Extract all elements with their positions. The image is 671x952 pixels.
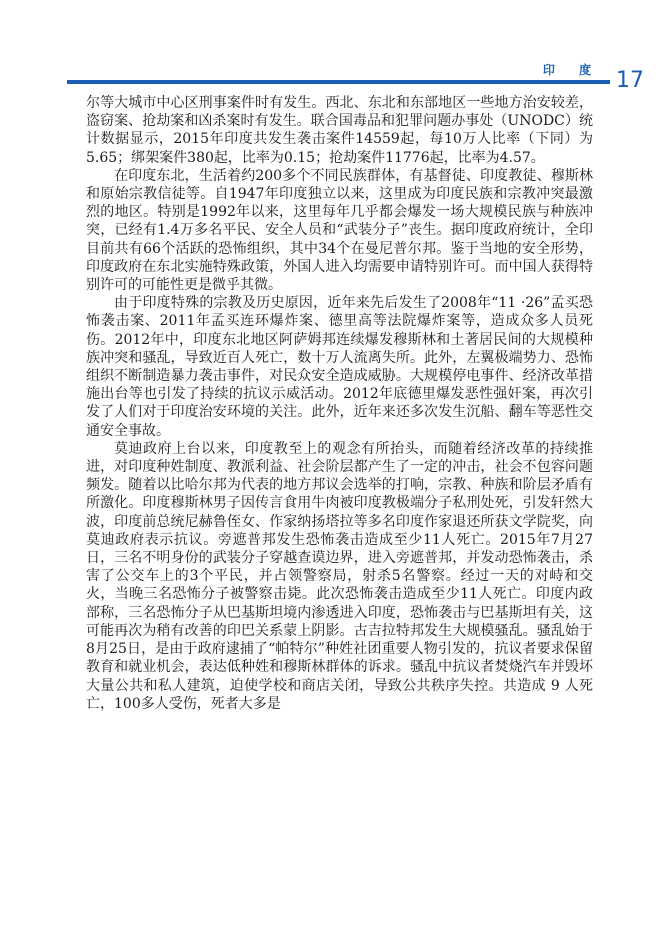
paragraph-4: 莫迪政府上台以来，印度教至上的观念有所抬头，而随着经济改革的持续推进，对印度种姓制度、教派利益、社会阶层都产生了一定的冲击，社会不包容问题频发。随着以比哈尔邦为代表的地方邦议会选举的打响，宗教、种族和阶层矛盾有所激化。印度穆斯林男子因传言食用牛肉被印度教极端分子私刑处死，引发轩然大波，印度前总统尼赫鲁侄女、作家纳扬塔拉等多名印度作家退还所获文学院奖，向莫迪政府表示抗议。旁遮普邦发生恐怖袭击造成至少11人死亡。2015年7月27日，三名不明身份的武装分子穿越查谟边界，进入旁遮普邦，并发动恐怖袭击，杀害了公交车上的3个平民，并占领警察局，射杀5名警察。经过一天的对峙和交火，当晚三名恐怖分子被警察击毙。此次恐怖袭击造成至少11人死亡。印度内政部称，三名恐怖分子从巴基斯坦境内渗透进入印度，恐怖袭击与巴基斯坦有关，这可能再次为稍有改善的印巴关系蒙上阴影。古吉拉特邦发生大规模骚乱。骚乱始于8月25日，是由于政府逮捕了“帕特尔”种姓社团重要人物引发的，抗议者要求保留教育和就业机会，表达低种姓和穆斯林群体的诉求。骚乱中抗议者焚烧汽车并毁坏大量公共和私人建筑，迫使学校和商店关闭，导致公共秩序失控。共造成 9 人死亡，100多人受伤，死者大多是 bbox=[86, 440, 593, 712]
running-header-section: 印 度 bbox=[542, 63, 601, 77]
paragraph-3: 由于印度特殊的宗教及历史原因，近年来先后发生了2008年“11 ·26”孟买恐怖袭击案、2011年孟买连环爆炸案、德里高等法院爆炸案等，造成众多人员死伤。2012年中，印度东北地区阿萨姆邦连续爆发穆斯林和土著居民间的大规模种族冲突和骚乱，导致近百人死亡，数十万人流离失所。此外，左翼极端势力、恐怖组织不断制造暴力袭击事件，对民众安全造成威胁。大规模停电事件、经济改革措施出台等也引发了持续的抗议示威活动。2012年底德里爆发恶性强奸案，再次引发了人们对于印度治安环境的关注。此外，近年来还多次发生沉船、翻车等恶性交通安全事故。 bbox=[86, 295, 593, 439]
paragraph-2: 在印度东北，生活着约200多个不同民族群体，有基督徒、印度教徒、穆斯林和原始宗教信徒等。自1947年印度独立以来，这里成为印度民族和宗教冲突最激烈的地区。特别是1992年以来，这里每年几乎都会爆发一场大规模民族与种族冲突，已经有1.4万多名平民、安全人员和“武装分子”丧生。据印度政府统计，全印目前共有66个活跃的恐怖组织，其中34个在曼尼普尔邦。鉴于当地的安全形势，印度政府在东北实施特殊政策，外国人进入均需要申请特别许可。而中国人获得特别许可的可能性更是微乎其微。 bbox=[86, 167, 593, 294]
header-rule bbox=[67, 80, 610, 84]
body-text bbox=[86, 94, 593, 713]
paragraph-1: 尔等大城市中心区刑事案件时有发生。西北、东北和东部地区一些地方治安较差，盗窃案、抢劫案和凶杀案时有发生。联合国毒品和犯罪问题办事处（UNODC）统计数据显示，2015年印度共发生袭击案件14559起，每10万人比率（下同）为5.65；绑架案件380起，比率为0.15；抢劫案件11776起，比率为4.57。 bbox=[86, 95, 593, 166]
page-number: 17 bbox=[616, 68, 644, 93]
